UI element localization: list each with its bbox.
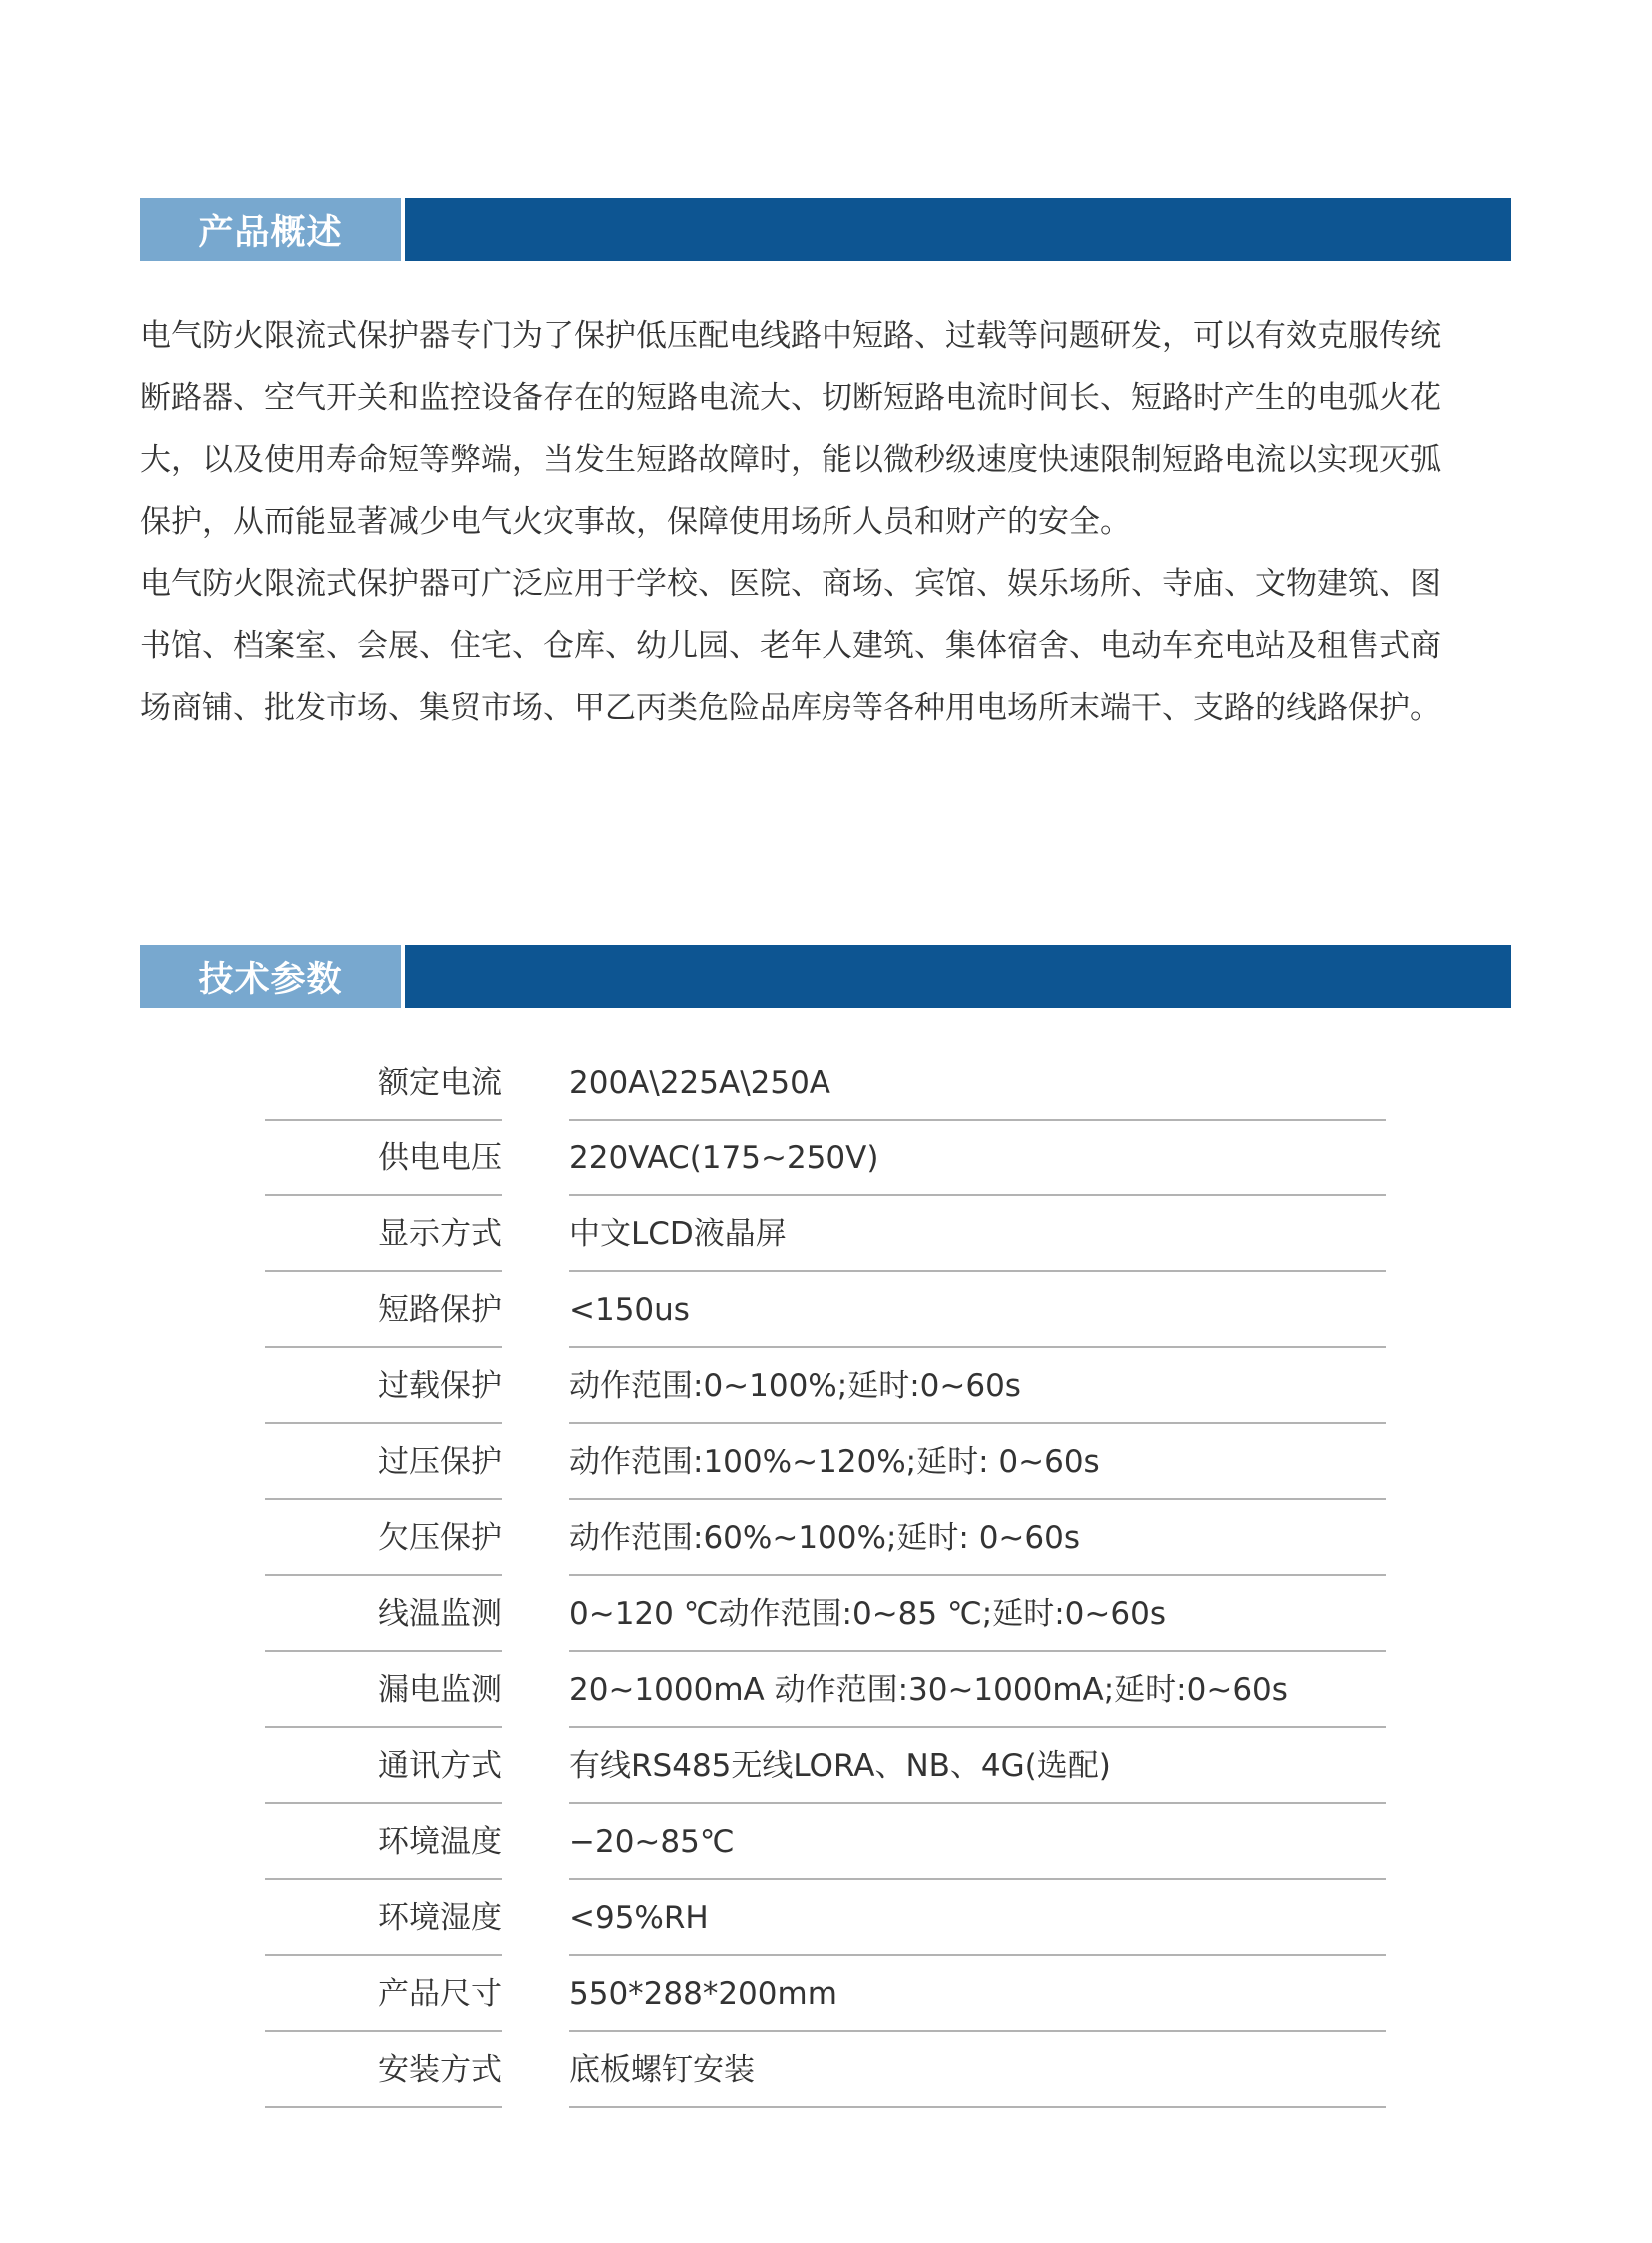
spec-value: <150us (569, 1272, 1386, 1348)
spec-row (0, 1272, 1652, 1348)
spec-label: 显示方式 (265, 1196, 502, 1272)
spec-label: 环境温度 (265, 1804, 502, 1880)
spec-label: 漏电监测 (265, 1652, 502, 1728)
spec-value: <95%RH (569, 1880, 1386, 1956)
overview-section-tab (140, 198, 405, 261)
overview-text-block (140, 305, 1459, 739)
specs-section-title: 技术参数 (198, 959, 343, 1000)
spec-label: 安装方式 (265, 2032, 502, 2108)
spec-value: −20~85℃ (569, 1804, 1386, 1880)
spec-label: 过压保护 (265, 1424, 502, 1500)
spec-value: 动作范围:60%~100%;延时: 0~60s (569, 1500, 1386, 1576)
specs-section-tab (140, 945, 405, 1008)
spec-value: 中文LCD液晶屏 (569, 1196, 1386, 1272)
spec-label: 额定电流 (265, 1045, 502, 1121)
spec-value: 有线RS485无线LORA、NB、4G(选配) (569, 1728, 1386, 1804)
spec-row (0, 1728, 1652, 1804)
spec-row (0, 2032, 1652, 2108)
spec-row (0, 1576, 1652, 1652)
spec-label: 产品尺寸 (265, 1956, 502, 2032)
spec-value: 550*288*200mm (569, 1956, 1386, 2032)
spec-row (0, 1424, 1652, 1500)
spec-value: 动作范围:0~100%;延时:0~60s (569, 1348, 1386, 1424)
spec-row (0, 1348, 1652, 1424)
overview-paragraph-2: 电气防火限流式保护器可广泛应用于学校、医院、商场、宾馆、娱乐场所、寺庙、文物建筑、图书馆、档案室、会展、住宅、仓库、幼儿园、老年人建筑、集体宿舍、电动车充电站及租售式商场商铺、批发市场、集贸市场、甲乙丙类危险品库房等各种用电场所末端干、支路的线路保护。 (140, 566, 1441, 726)
spec-label: 供电电压 (265, 1121, 502, 1196)
spec-row (0, 1652, 1652, 1728)
spec-value: 200A\225A\250A (569, 1045, 1386, 1121)
spec-row (0, 1956, 1652, 2032)
specs-section-header (140, 945, 1511, 1008)
spec-value: 20~1000mA 动作范围:30~1000mA;延时:0~60s (569, 1652, 1386, 1728)
spec-label: 过载保护 (265, 1348, 502, 1424)
spec-label: 线温监测 (265, 1576, 502, 1652)
spec-value: 动作范围:100%~120%;延时: 0~60s (569, 1424, 1386, 1500)
spec-label: 环境湿度 (265, 1880, 502, 1956)
spec-label: 短路保护 (265, 1272, 502, 1348)
spec-value: 0~120 ℃动作范围:0~85 ℃;延时:0~60s (569, 1576, 1386, 1652)
spec-row (0, 1121, 1652, 1196)
spec-row (0, 1500, 1652, 1576)
overview-paragraph-1: 电气防火限流式保护器专门为了保护低压配电线路中短路、过载等问题研发，可以有效克服传统断路器、空气开关和监控设备存在的短路电流大、切断短路电流时间长、短路时产生的电弧火花大，以及使用寿命短等弊端，当发生短路故障时，能以微秒级速度快速限制短路电流以实现灭弧保护，从而能显著减少电气火灾事故，保障使用场所人员和财产的安全。 (140, 318, 1441, 540)
spec-row (0, 1880, 1652, 1956)
spec-row (0, 1045, 1652, 1121)
spec-value: 220VAC(175~250V) (569, 1121, 1386, 1196)
overview-section-header (140, 198, 1511, 261)
spec-label: 通讯方式 (265, 1728, 502, 1804)
spec-row (0, 1196, 1652, 1272)
spec-value: 底板螺钉安装 (569, 2032, 1386, 2108)
spec-row (0, 1804, 1652, 1880)
overview-section-title: 产品概述 (198, 212, 343, 253)
spec-label: 欠压保护 (265, 1500, 502, 1576)
